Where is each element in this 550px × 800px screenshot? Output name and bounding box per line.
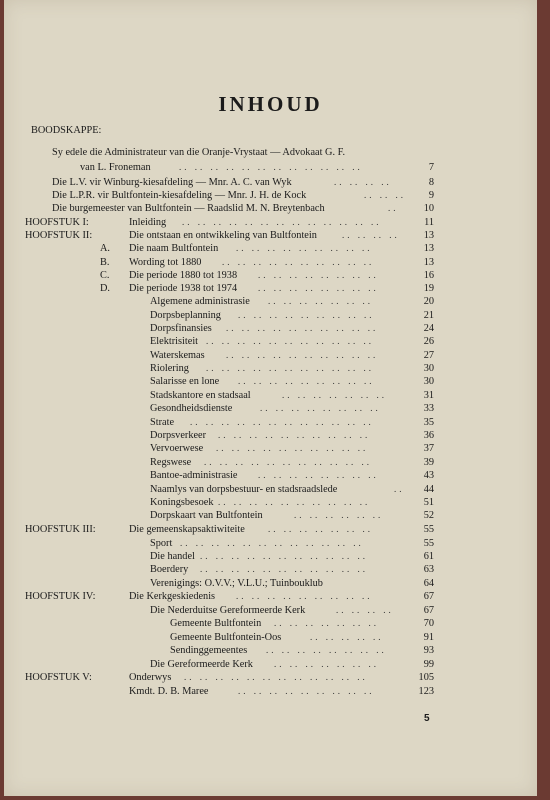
toc-entry-text: Elektrisiteit <box>150 336 199 347</box>
leader-dots: .. .. .. .. .. .. .. .. .. <box>238 376 375 386</box>
toc-entry-text: Salarisse en lone <box>150 376 220 387</box>
toc-entry-text: Dorpsbeplanning <box>150 310 221 321</box>
toc-entry-text: Sport <box>150 538 173 549</box>
section-label: A. <box>100 243 111 254</box>
toc-entry-text: Onderwys <box>129 672 172 683</box>
toc-entry-page: 30 <box>423 363 434 374</box>
leader-dots: .. .. .. .. .. .. .. .. .. .. .. .. <box>180 538 364 548</box>
toc-entry-page: 26 <box>423 336 434 347</box>
toc-entry-text: Stadskantore en stadsaal <box>150 390 251 401</box>
leader-dots: .. .. .. .. <box>336 605 394 615</box>
toc-entry-text: Verenigings: O.V.V.; V.L.U.; Tuinbouklub <box>150 578 323 589</box>
toc-entry-text: Algemene administrasie <box>150 296 250 307</box>
toc-entry-text: Gemeente Bultfontein-Oos <box>170 632 282 643</box>
toc-entry-page: 70 <box>423 618 434 629</box>
toc-entry-page: 35 <box>423 417 434 428</box>
toc-entry-text: Die Gereformeerde Kerk <box>150 659 253 670</box>
leader-dots: .. .. .. .. .. .. .. .. .. <box>238 686 375 696</box>
chapter-label: HOOFSTUK II: <box>25 230 93 241</box>
toc-entry-page: 51 <box>423 497 434 508</box>
toc-entry-text: Die handel <box>150 551 195 562</box>
leader-dots: .. .. .. .. .. .. .. .. <box>266 645 387 655</box>
leader-dots: .. .. .. .. .. .. .. .. .. .. .. <box>206 336 374 346</box>
toc-entry-text: Kmdt. D. B. Maree <box>129 686 209 697</box>
toc-entry-page: 21 <box>423 310 434 321</box>
leader-dots: .. .. .. .. .. .. .. .. .. .. .. <box>200 564 368 574</box>
leader-dots: .. .. .. .. .. .. .. .. <box>258 270 379 280</box>
toc-entry-text: Strate <box>150 417 175 428</box>
leader-dots: .. .. .. .. .. .. .. .. .. .. <box>218 430 371 440</box>
leader-dots: .. .. .. .. .. .. .. <box>282 390 387 400</box>
toc-entry-page: 33 <box>423 403 434 414</box>
toc-entry-text: van L. Froneman <box>80 162 151 173</box>
toc-entry-page: 55 <box>423 524 434 535</box>
toc-entry-text: Gemeente Bultfontein <box>170 618 262 629</box>
leader-dots: .. .. .. .. .. .. .. .. .. .. .. .. .. <box>182 217 382 227</box>
toc-entry-page: 20 <box>423 296 434 307</box>
toc-entry-page: 55 <box>423 538 434 549</box>
toc-entry-page: 37 <box>423 443 434 454</box>
toc-entry-page: 67 <box>423 591 434 602</box>
section-label: B. <box>100 257 110 268</box>
leader-dots: .. .. .. .. .. <box>310 632 384 642</box>
toc-entry-text: Regswese <box>150 457 192 468</box>
toc-entry-page: 91 <box>423 632 434 643</box>
toc-entry-page: 13 <box>423 230 434 241</box>
toc-entry-text: Vervoerwese <box>150 443 204 454</box>
toc-entry-page: 10 <box>423 203 434 214</box>
leader-dots: .. .. .. .. .. .. .. .. .. .. .. .. <box>179 162 363 172</box>
chapter-label: HOOFSTUK III: <box>25 524 96 535</box>
toc-entry-text: Bantoe-administrasie <box>150 470 238 481</box>
toc-entry-text: Naamlys van dorpsbestuur- en stadsraadslede <box>150 484 338 495</box>
toc-entry-text: Inleiding <box>129 217 167 228</box>
toc-entry-text: Die burgemeester van Bultfontein — Raadslid M. N. Breytenbach <box>52 203 325 214</box>
leader-dots: .. .. .. .. .. .. .. .. .. .. <box>216 443 369 453</box>
toc-entry-page: 13 <box>423 257 434 268</box>
toc-entry-page: 64 <box>423 578 434 589</box>
toc-entry-page: 9 <box>428 190 434 201</box>
leader-dots: .. .. .. .. .. .. .. .. .. .. <box>218 497 371 507</box>
page-number: 5 <box>424 713 430 724</box>
section-label: D. <box>100 283 111 294</box>
toc-entry-page: 16 <box>423 270 434 281</box>
page-title: INHOUD <box>218 92 323 116</box>
leader-dots: .. .. .. .. .. .. .. .. .. .. <box>222 257 375 267</box>
toc-entry-text: Die periode 1880 tot 1938 <box>129 270 238 281</box>
toc-entry-page: 7 <box>428 162 434 173</box>
toc-entry-text: Die L.P.R. vir Bultfontein-kiesafdeling — Mnr. J. H. de Kock <box>52 190 307 201</box>
leader-dots: .. .. .. .. .. .. .. <box>268 296 373 306</box>
toc-entry-text: Koningsbesoek <box>150 497 214 508</box>
toc-entry-text: Dorpsverkeer <box>150 430 207 441</box>
leader-dots: .. .. .. .. .. .. .. .. <box>258 470 379 480</box>
chapter-label: HOOFSTUK V: <box>25 672 92 683</box>
toc-entry-text: Die periode 1938 tot 1974 <box>129 283 238 294</box>
leader-dots: .. <box>394 484 405 494</box>
toc-entry-page: 8 <box>428 177 434 188</box>
chapter-label: HOOFSTUK I: <box>25 217 89 228</box>
leader-dots: .. .. .. .. .. .. .. .. <box>258 283 379 293</box>
toc-entry-page: 99 <box>423 659 434 670</box>
leader-dots: .. .. .. .. .. .. .. <box>268 524 373 534</box>
toc-entry-text: Die Nederduitse Gereformeerde Kerk <box>150 605 306 616</box>
leader-dots: .. .. .. .. .. .. .. .. .. .. .. .. <box>190 417 374 427</box>
toc-entry-text: Sy edele die Administrateur van die Oranje-Vrystaat — Advokaat G. F. <box>52 147 346 158</box>
toc-entry-text: Die Kerkgeskiedenis <box>129 591 216 602</box>
toc-entry-page: 13 <box>423 243 434 254</box>
toc-entry-page: 67 <box>423 605 434 616</box>
leader-dots: .. .. .. .. .. .. <box>294 510 384 520</box>
toc-entry-page: 39 <box>423 457 434 468</box>
toc-entry-text: Die ontstaan en ontwikkeling van Bultfontein <box>129 230 317 241</box>
toc-entry-page: 61 <box>423 551 434 562</box>
leader-dots: .. .. .. .. <box>334 177 392 187</box>
toc-entry-text: Wording tot 1880 <box>129 257 202 268</box>
leader-dots: .. .. .. .. .. .. .. .. .. .. <box>226 323 379 333</box>
leader-dots: .. .. .. .. .. .. .. .. .. .. .. <box>204 457 372 467</box>
toc-entry-page: 52 <box>423 510 434 521</box>
toc-entry-text: Die naam Bultfontein <box>129 243 219 254</box>
toc-entry-text: Boerdery <box>150 564 189 575</box>
toc-entry-page: 24 <box>423 323 434 334</box>
leader-dots: .. .. .. .. .. .. .. .. .. <box>236 243 373 253</box>
toc-entry-text: Die gemeenskapsaktiwiteite <box>129 524 245 535</box>
toc-entry-text: Die L.V. vir Winburg-kiesafdeling — Mnr. A. C. van Wyk <box>52 177 292 188</box>
toc-entry-page: 36 <box>423 430 434 441</box>
section-label: C. <box>100 270 110 281</box>
toc-entry-page: 44 <box>423 484 434 495</box>
leader-dots: .. .. .. .. .. .. .. .. .. .. .. <box>200 551 368 561</box>
book-page <box>4 0 537 796</box>
toc-entry-page: 43 <box>423 470 434 481</box>
table-of-contents <box>4 0 537 796</box>
toc-entry-text: Gesondheidsdienste <box>150 403 233 414</box>
toc-entry-text: Sendinggemeentes <box>170 645 248 656</box>
chapter-label: HOOFSTUK IV: <box>25 591 96 602</box>
leader-dots: .. .. .. .. .. .. .. .. .. .. <box>226 350 379 360</box>
leader-dots: .. .. .. .. .. .. .. <box>274 659 379 669</box>
toc-heading: BOODSKAPPE: <box>31 125 102 136</box>
toc-entry-page: 31 <box>423 390 434 401</box>
toc-entry-text: Dorpsfinansies <box>150 323 212 334</box>
leader-dots: .. .. .. .. .. .. .. .. .. <box>238 310 375 320</box>
toc-entry-text: Riolering <box>150 363 189 374</box>
leader-dots: .. .. .. .. .. .. .. .. <box>260 403 381 413</box>
leader-dots: .. .. .. .. .. .. .. <box>274 618 379 628</box>
toc-entry-page: 30 <box>423 376 434 387</box>
toc-entry-page: 27 <box>423 350 434 361</box>
leader-dots: .. .. .. .. .. .. .. .. .. .. .. <box>206 363 374 373</box>
toc-entry-page: 123 <box>418 686 434 697</box>
toc-entry-text: Dorpskaart van Bultfontein <box>150 510 263 521</box>
leader-dots: .. <box>388 203 399 213</box>
toc-entry-page: 93 <box>423 645 434 656</box>
toc-entry-text: Waterskemas <box>150 350 205 361</box>
leader-dots: .. .. .. .. <box>342 230 400 240</box>
toc-entry-page: 63 <box>423 564 434 575</box>
toc-entry-page: 19 <box>423 283 434 294</box>
toc-entry-page: 11 <box>424 217 434 228</box>
toc-entry-page: 105 <box>418 672 434 683</box>
leader-dots: .. .. .. .. .. .. .. .. .. .. .. .. <box>184 672 368 682</box>
leader-dots: .. .. .. .. .. .. .. .. .. <box>236 591 373 601</box>
leader-dots: .. .. .. <box>364 190 406 200</box>
